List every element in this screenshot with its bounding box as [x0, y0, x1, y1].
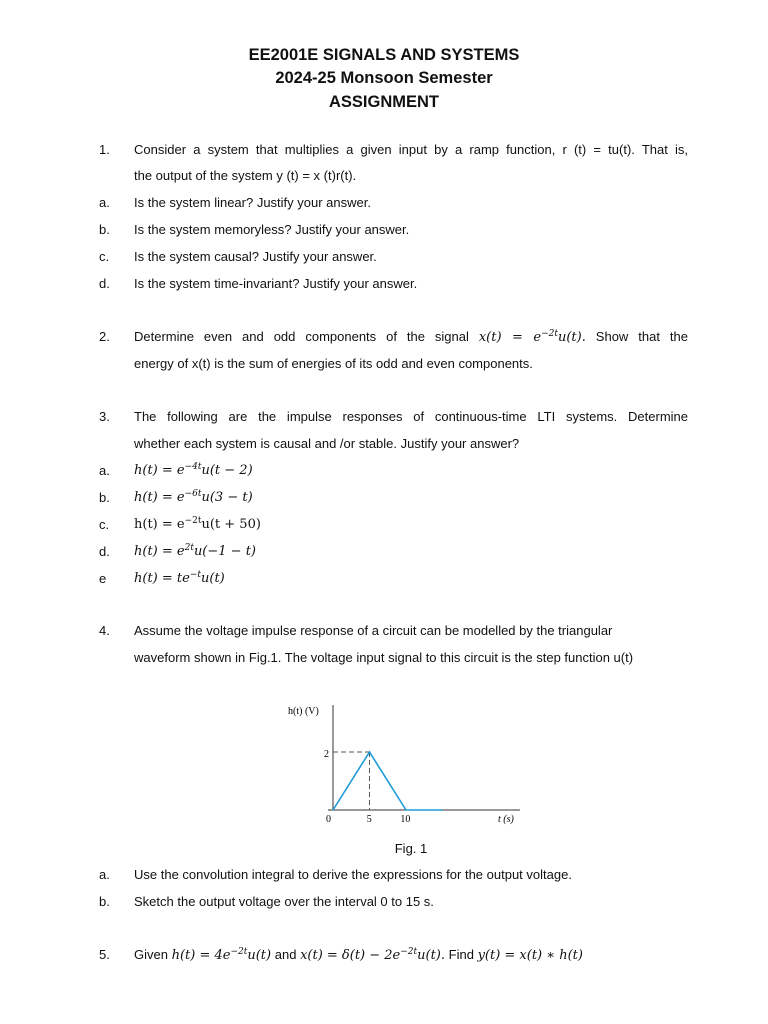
impulse-response-equation: $h(t) = e^{-6t}u(3 - t)$	[134, 489, 253, 505]
question-text: and	[274, 947, 297, 962]
part-label: d.	[99, 544, 110, 559]
question-text: Given	[134, 947, 168, 962]
question-number: 2.	[99, 329, 110, 344]
part-label: c.	[99, 517, 110, 532]
part-text: Is the system linear? Justify your answer.	[134, 195, 371, 210]
part-label: a.	[99, 195, 110, 210]
question-text-line	[134, 328, 688, 347]
question-text: Determine even and odd components of the signal	[134, 329, 469, 344]
x-tick-label: 0	[326, 814, 331, 825]
part-label: b.	[99, 490, 110, 505]
input-signal-equation: $x(t) = \delta(t) - 2e^{-2t}u(t)$.	[300, 947, 446, 963]
impulse-response-equation: $h(t) = e^{-4t}u(t - 2)$	[134, 462, 253, 478]
x-tick-label: 5	[366, 814, 372, 825]
question-text-line: whether each system is causal and /or stable. Justify your answer?	[134, 436, 520, 451]
output-equation: y(t) = x(t) ∗ h(t)	[477, 948, 583, 963]
x-axis-label: t (s)	[498, 814, 514, 825]
question-text-line	[134, 946, 583, 965]
impulse-response-figure	[280, 700, 530, 830]
x-tick-label: 10	[400, 814, 411, 825]
question-text-line: energy of x(t) is the sum of energies of its odd and even components.	[134, 356, 533, 371]
question-number: 1.	[99, 142, 110, 157]
part-text: Is the system memoryless? Justify your answer.	[134, 222, 410, 237]
impulse-response-equation: $h(t) = te^{-t}u(t)$	[134, 570, 225, 586]
impulse-response-equation: $h(t) = 4e^{-2t}u(t)$	[171, 947, 272, 963]
signal-equation: $x(t) = e^{-2t}u(t)$.	[478, 329, 586, 345]
question-text-line: the output of the system y (t) = x (t)r(t).	[134, 168, 357, 183]
question-number: 5.	[99, 947, 110, 962]
part-label: b.	[99, 222, 110, 237]
question-number: 3.	[99, 409, 110, 424]
part-label: a.	[99, 867, 110, 882]
y-tick-label: 2	[324, 749, 329, 760]
figure-caption: Fig. 1	[394, 841, 428, 856]
question-text: Find	[448, 947, 474, 962]
assignment-heading: ASSIGNMENT	[328, 93, 439, 111]
impulse-response-equation: $h(t) = e^{-2t}u(t + 50)$	[134, 516, 261, 532]
question-text-line: Consider a system that multiplies a given input by a ramp function, r (t) = tu(t). That is,	[134, 142, 688, 157]
question-number: 4.	[99, 623, 110, 638]
part-label: c.	[99, 249, 110, 264]
part-text: Is the system time-invariant? Justify your answer.	[134, 276, 418, 291]
part-text: Use the convolution integral to derive the expressions for the output voltage.	[134, 867, 572, 882]
part-label: a.	[99, 463, 110, 478]
part-label: e	[99, 571, 107, 586]
impulse-response-line	[333, 752, 443, 810]
question-text-line: The following are the impulse responses of continuous-time LTI systems. Determine	[134, 409, 688, 424]
question-text-line: Assume the voltage impulse response of a circuit can be modelled by the triangular	[134, 623, 613, 638]
impulse-response-equation: $h(t) = e^{2t}u(-1 - t)$	[134, 543, 256, 559]
question-text: Show that the	[595, 329, 688, 344]
y-axis-label: h(t) (V)	[288, 706, 319, 717]
part-text: Is the system causal? Justify your answer.	[134, 249, 377, 264]
question-text-line: waveform shown in Fig.1. The voltage input signal to this circuit is the step function u(t)	[134, 650, 634, 665]
document-title: EE2001E SIGNALS AND SYSTEMS	[248, 46, 520, 64]
part-label: b.	[99, 894, 110, 909]
part-label: d.	[99, 276, 110, 291]
semester-line: 2024-25 Monsoon Semester	[275, 69, 493, 87]
part-text: Sketch the output voltage over the interval 0 to 15 s.	[134, 894, 434, 909]
